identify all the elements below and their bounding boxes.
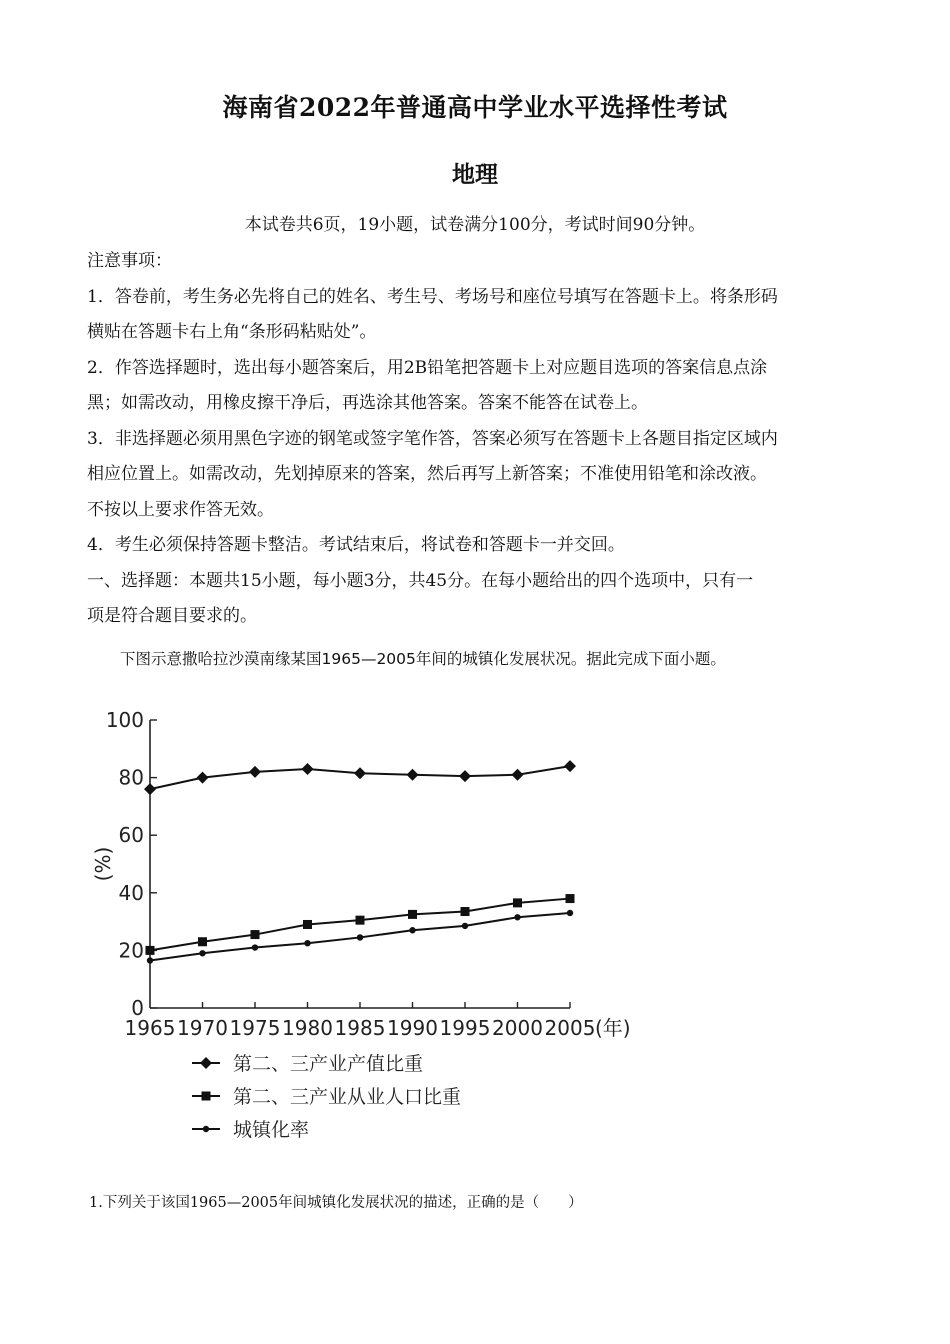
x-tick-label: 1980 [282, 1016, 333, 1040]
data-point [144, 783, 156, 795]
data-point [564, 760, 576, 772]
data-point [461, 907, 470, 916]
data-point [147, 957, 153, 963]
question-1: 1.下列关于该国1965—2005年间城镇化发展状况的描述，正确的是（ ） [89, 1195, 583, 1211]
legend-marker [203, 1126, 209, 1132]
data-point [409, 927, 415, 933]
y-tick-label: 100 [105, 708, 144, 732]
urbanization-line-chart [80, 698, 680, 1158]
y-tick-label: 20 [118, 938, 144, 963]
legend-marker [200, 1057, 212, 1069]
note-line: 黑；如需改动，用橡皮擦干净后，再选涂其他答案。答案不能答在试卷上。 [87, 393, 648, 413]
note-line: 不按以上要求作答无效。 [87, 499, 274, 520]
x-tick-label: 1970 [177, 1016, 228, 1040]
data-point [197, 772, 209, 784]
legend-label: 第二、三产业产值比重 [233, 1053, 424, 1075]
data-point [566, 894, 575, 903]
data-point [462, 923, 468, 929]
note-line: 3．非选择题必须用黑色字迹的钢笔或签字笔作答，答案必须写在答题卡上各题目指定区域内 [87, 428, 778, 449]
x-axis-unit: (年) [595, 1016, 631, 1040]
data-point [252, 944, 258, 950]
note-line: 2．作答选择题时，选出每小题答案后，用2B铅笔把答题卡上对应题目选项的答案信息点涂 [87, 357, 768, 378]
note-line: 4．考生必须保持答题卡整洁。考试结束后，将试卷和答题卡一并交回。 [87, 535, 625, 555]
y-tick-label: 0 [131, 996, 144, 1020]
x-tick-label: 1985 [334, 1016, 386, 1040]
note-line: 横贴在答题卡右上角“条形码粘贴处”。 [87, 322, 377, 342]
data-point [304, 940, 310, 946]
notes-section [87, 244, 877, 635]
data-point [459, 770, 471, 782]
section-heading: 项是符合题目要求的。 [87, 606, 257, 626]
x-tick-label: 1965 [124, 1016, 176, 1040]
y-tick-label: 40 [118, 880, 144, 905]
legend-marker [202, 1092, 211, 1101]
data-point [407, 769, 419, 781]
chart-series [144, 760, 576, 964]
x-tick-label: 1995 [439, 1016, 491, 1040]
data-point [302, 763, 314, 775]
y-tick-label: 60 [118, 823, 144, 848]
exam-info: 本试卷共6页，19小题，试卷满分100分，考试时间90分钟。 [244, 215, 706, 235]
data-point [198, 937, 207, 946]
note-line: 相应位置上。如需改动，先划掉原来的答案，然后再写上新答案；不准使用铅笔和涂改液。 [87, 464, 767, 484]
subject-title: 地理 [452, 161, 498, 188]
y-axis-label: (%) [91, 846, 115, 882]
data-point [513, 898, 522, 907]
x-tick-label: 1990 [387, 1016, 438, 1040]
data-point [514, 914, 520, 920]
data-point [512, 769, 524, 781]
section-heading: 一、选择题：本题共15小题，每小题3分，共45分。在每小题给出的四个选项中，只有一 [87, 570, 754, 591]
data-point [303, 920, 312, 929]
legend-label: 城镇化率 [233, 1119, 310, 1141]
data-point [354, 767, 366, 779]
data-point [249, 766, 261, 778]
data-point [251, 930, 260, 939]
data-point [567, 910, 573, 916]
x-tick-label: 2005 [544, 1016, 596, 1040]
x-tick-label: 2000 [492, 1016, 543, 1040]
exam-title: 海南省2022年普通高中学业水平选择性考试 [222, 93, 728, 122]
data-point [199, 950, 205, 956]
data-point [356, 916, 365, 925]
data-point [357, 934, 363, 940]
x-tick-label: 1975 [229, 1016, 281, 1040]
chart-intro: 下图示意撒哈拉沙漠南缘某国1965—2005年间的城镇化发展状况。据此完成下面小题。 [120, 650, 726, 668]
chart-legend [192, 1053, 461, 1141]
chart-axes [91, 708, 631, 1040]
data-point [408, 910, 417, 919]
y-tick-label: 80 [118, 765, 144, 790]
notes-heading: 注意事项： [87, 251, 172, 271]
data-point [146, 946, 155, 955]
legend-label: 第二、三产业从业人口比重 [233, 1086, 462, 1108]
note-line: 1．答卷前，考生务必先将自己的姓名、考生号、考场号和座位号填写在答题卡上。将条形码 [87, 286, 778, 307]
